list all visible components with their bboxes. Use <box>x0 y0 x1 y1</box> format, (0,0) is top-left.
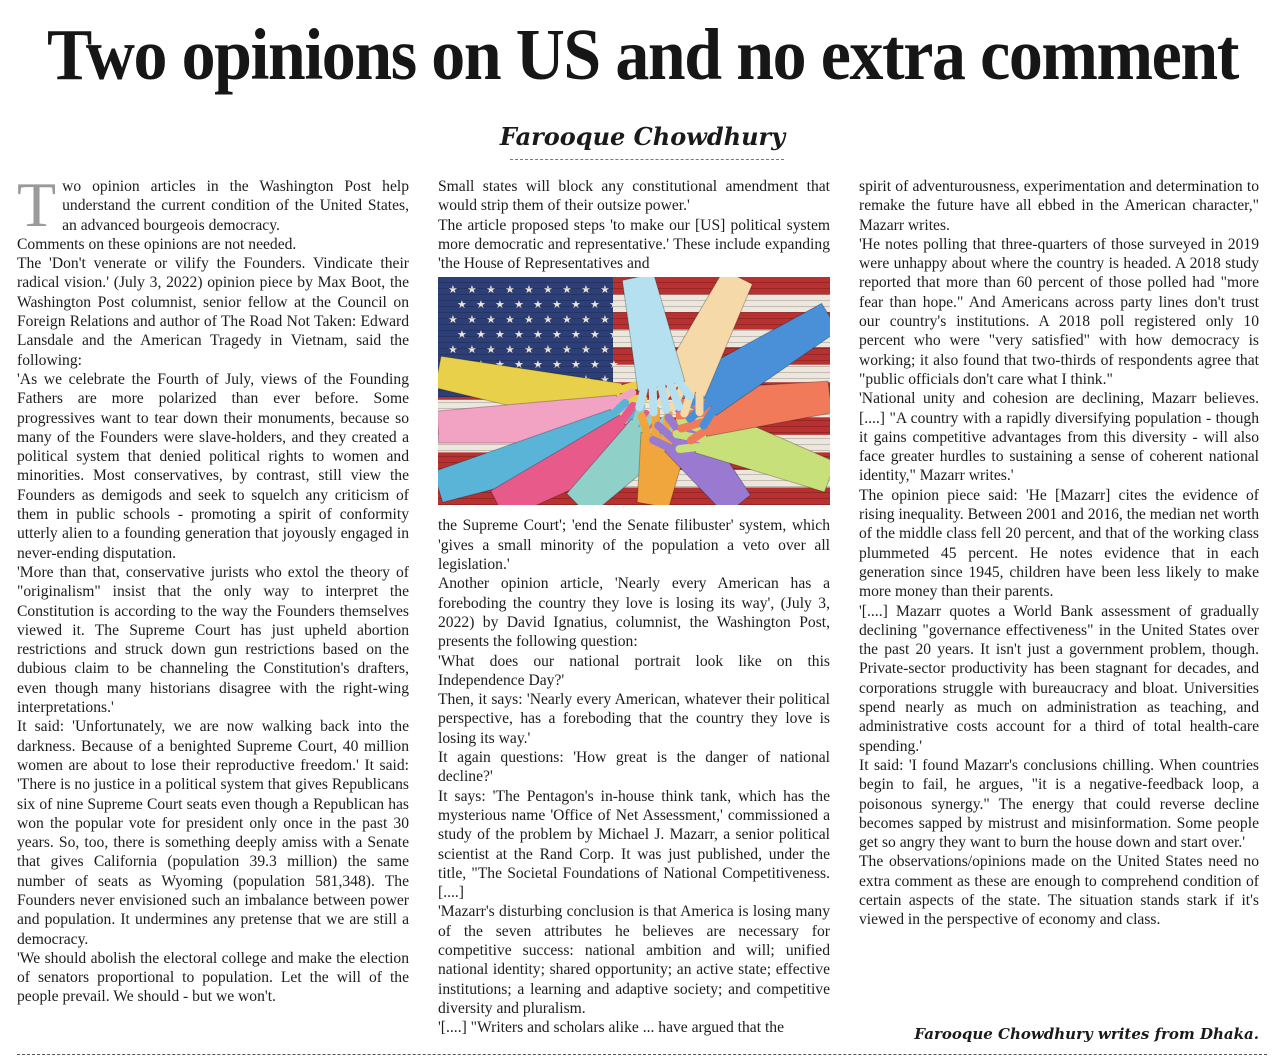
paragraph: 'More than that, conservative jurists who extol the theory of "originalism" insist that the only way to interpret the Constitution is according to the way the Founders themselves viewed it. The Supreme Court has just upheld abortion restrictions and struck down gun restrictions based on the dubious claim to be channeling the Constitution's drafters, even though many historians disagree with the right-wing interpretations.' <box>17 563 409 717</box>
paragraph: spirit of adventurousness, experimentation and determination to remake the future have all ebbed in the American character," Mazarr writes. <box>859 178 1259 234</box>
column-1 <box>17 177 409 1045</box>
paragraph: 'We should abolish the electoral college and make the election of senators proportional to population. Let the will of the people prevail. We should - but we won't. <box>17 949 409 1006</box>
paragraph: Comments on these opinions are not needed. <box>17 235 297 253</box>
flag-hands-photo <box>438 277 830 505</box>
paragraph: the Supreme Court'; 'end the Senate filibuster' system, which 'gives a small minority of the population a veto over all legislation.' <box>438 517 830 574</box>
paragraph: Then, it says: 'Nearly every American, whatever their political perspective, has a foreboding that the country they love is losing its way.' <box>438 691 830 747</box>
column-3 <box>859 177 1259 1045</box>
paragraph: 'National unity and cohesion are declining, Mazarr believes. [....] "A country with a rapidly diversifying population - though it gains competitive advantages from this diversity - will also face greater hurdles to sustaining a sense of coherent national identity," Mazarr writes.' <box>859 390 1259 485</box>
paragraph: Another opinion article, 'Nearly every American has a foreboding the country they love is losing its way', (July 3, 2022) by David Ignatius, columnist, the Washington Post, presents the following question: <box>438 575 830 651</box>
paragraph: 'As we celebrate the Fourth of July, views of the Founding Fathers are more polarized than ever before. Some progressives want to tear down their monuments, because so many of the Founders were slave-holders, and they created a political system that denied political rights to women and minorities. Most conservatives, by contrast, still view the Founders as demigods and seek to squelch any criticism of them in public schools - promoting a spirit of conformity utterly alien to a founding generation that joyously engaged in never-ending disputation. <box>17 370 409 562</box>
byline-divider <box>510 159 784 160</box>
paragraph: '[....] Mazarr quotes a World Bank assessment of gradually declining "governance effectiveness" in the United States over the past 20 years. It isn't just a government problem, though. Private-sector productivity has been stagnant for decades, and corporations struggle with bureaucracy and bloat. Universities spend nearly as much on administration as teaching, and administrative costs account for a third of total health-care spending.' <box>859 602 1259 755</box>
paragraph: The 'Don't venerate or vilify the Founders. Vindicate their radical vision.' (July 3, 2022) opinion piece by Max Boot, the Washington Post columnist, senior fellow at the Council on Foreign Relations and author of The Road Not Taken: Edward Lansdale and the American Tragedy in Vietnam, said the following: <box>17 255 409 369</box>
headline: Two opinions on US and no extra comment <box>46 14 1239 95</box>
paragraph: Small states will block any constitutional amendment that would strip them of their outsize power.' <box>438 178 830 215</box>
paragraph: The article proposed steps 'to make our [US] political system more democratic and representative.' These include expanding 'the House of Representatives and <box>438 216 830 273</box>
paragraph: It again questions: 'How great is the danger of national decline?' <box>438 749 830 786</box>
author-signoff: Farooque Chowdhury writes from Dhaka. <box>914 1025 1259 1043</box>
column-2 <box>438 177 830 1045</box>
paragraph: The observations/opinions made on the United States need no extra comment as these are enough to comprehend condition of certain aspects of the state. The situation stands stark if it's viewed in the perspective of economy and class. <box>859 853 1259 929</box>
paragraph: wo opinion articles in the Washington Post help understand the current condition of the United States, an advanced bourgeois democracy. <box>62 178 409 234</box>
byline: Farooque Chowdhury <box>499 122 786 151</box>
paragraph: It said: 'I found Mazarr's conclusions chilling. When countries begin to fail, he argues, "it is a negative-feedback loop, a poisonous synergy." The energy that could reverse decline becomes sapped by mistrust and misinformation. Some people get so angry they want to burn the house down and start over.' <box>859 756 1259 852</box>
paragraph: It said: 'Unfortunately, we are now walking back into the darkness. Because of a benighted Supreme Court, 40 million women are about to lose their reproductive freedom.' It said: 'There is no justice in a political system that gives Republicans six of nine Supreme Court seats even though a Republican has won the popular vote for president only once in the past 30 years. So, too, there is something deeply amiss with a Senate that gives California (population 39.3 million) the same number of seats as Wyoming (population 581,348). The Founders never envisioned such an imbalance between power and population. It undermines any pretense that we are still a democracy. <box>17 718 409 948</box>
drop-cap: T <box>17 177 57 240</box>
bottom-divider <box>17 1054 1267 1055</box>
paragraph: 'Mazarr's disturbing conclusion is that America is losing many of the seven attributes he believes are necessary for competitive success: national ambition and will; unified national identity; shared opportunity; an active state; effective institutions; a learning and adaptive society; and competitive diversity and pluralism. <box>438 903 830 1017</box>
paragraph: 'What does our national portrait look like on this Independence Day?' <box>438 652 830 689</box>
paragraph: 'He notes polling that three-quarters of those surveyed in 2019 were unhappy about where the country is headed. A 2018 study reported that more than 60 percent of those polled had "more fear than hope." And Americans across party lines don't trust our country's institutions. A 2018 poll registered only 10 percent who were "very satisfied" with how democracy is working; it also found that two-thirds of respondents agree that "public officials don't care what I think." <box>859 235 1259 388</box>
paragraph: It says: 'The Pentagon's in-house think tank, which has the mysterious name 'Office of Net Assessment,' commissioned a study of the problem by Michael J. Mazarr, a senior political scientist at the Rand Corp. It was just published, under the title, "The Societal Foundations of National Competitiveness. [....] <box>438 787 830 902</box>
paragraph: The opinion piece said: 'He [Mazarr] cites the evidence of rising inequality. Between 2001 and 2016, the median net worth of the middle class fell 20 percent, and that of the working class plummeted 45 percent. He notes evidence that in each generation since 1945, children have been less likely to make more money than their parents. <box>859 486 1259 601</box>
paragraph: '[....] "Writers and scholars alike ... have argued that the <box>438 1019 785 1037</box>
